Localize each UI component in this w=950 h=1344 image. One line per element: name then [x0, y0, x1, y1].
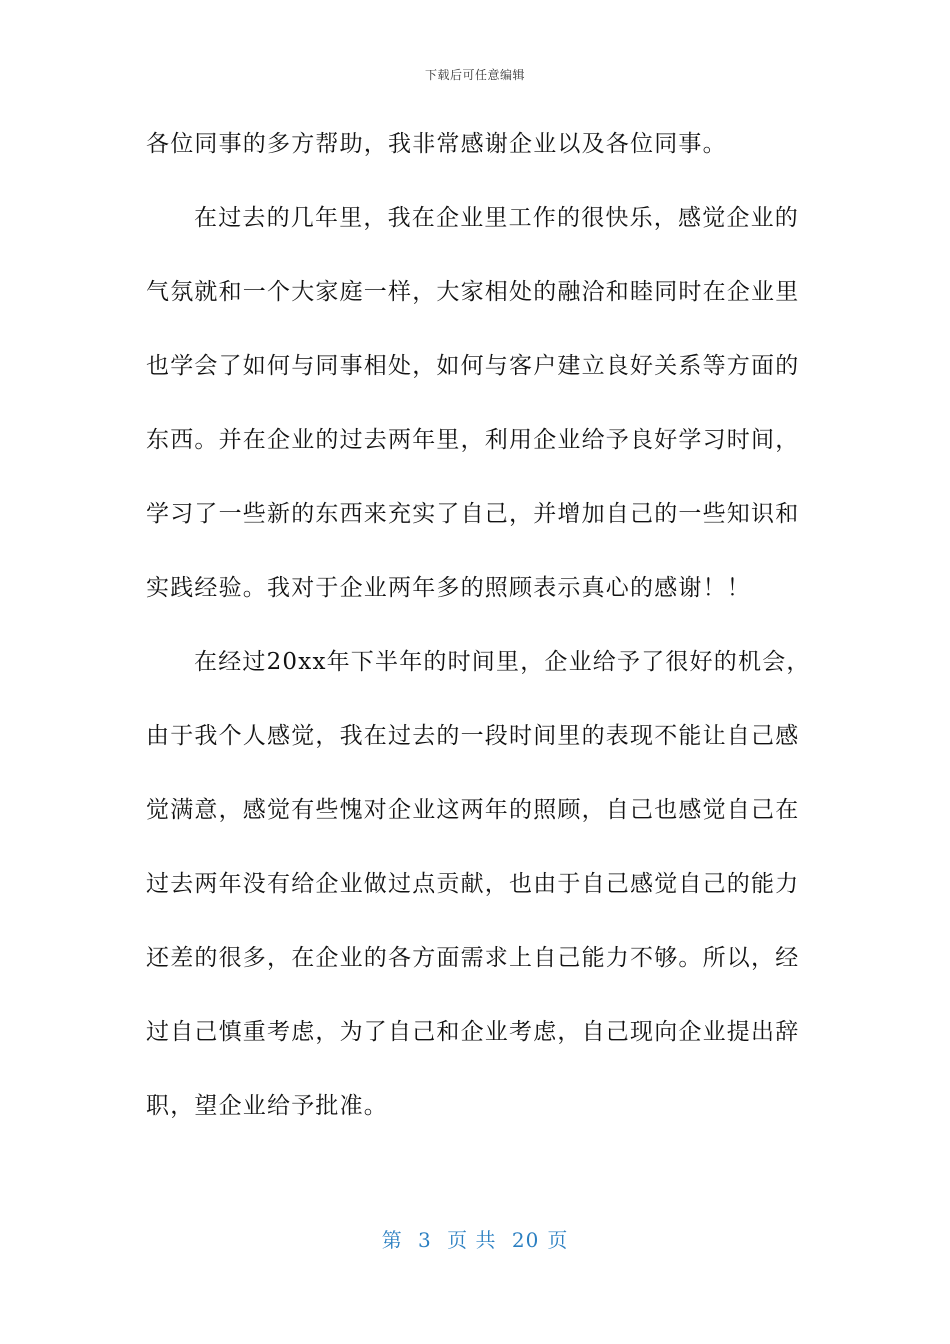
page-number-middle: 页 共 — [447, 1228, 497, 1252]
text-line: 由于我个人感觉，我在过去的一段时间里的表现不能让自己感 — [146, 723, 800, 749]
text-line: 职，望企业给予批准。 — [146, 1093, 388, 1119]
page-number-suffix: 页 — [547, 1228, 569, 1252]
text-line: 气氛就和一个大家庭一样，大家相处的融洽和睦同时在企业里 — [146, 279, 800, 305]
text-line: 也学会了如何与同事相处，如何与客户建立良好关系等方面的 — [146, 353, 800, 379]
text-line: 过自己慎重考虑，为了自己和企业考虑，自己现向企业提出辞 — [146, 1019, 800, 1045]
header-note: 下载后可任意编辑 — [424, 68, 525, 82]
page-number-total: 20 — [511, 1228, 540, 1252]
body-text — [146, 128, 811, 1164]
text-line: 过去两年没有给企业做过点贡献，也由于自己感觉自己的能力 — [146, 871, 800, 897]
text-line: 各位同事的多方帮助，我非常感谢企业以及各位同事。 — [146, 131, 727, 157]
text-line: 觉满意，感觉有些愧对企业这两年的照顾，自己也感觉自己在 — [146, 797, 800, 823]
text-line: 在过去的几年里，我在企业里工作的很快乐，感觉企业的 — [194, 205, 799, 231]
text-line: 在经过20xx年下半年的时间里，企业给予了很好的机会， — [194, 649, 811, 675]
text-line: 还差的很多，在企业的各方面需求上自己能力不够。所以，经 — [146, 945, 800, 971]
page-number-current: 3 — [418, 1228, 432, 1252]
page-number-prefix: 第 — [381, 1228, 403, 1252]
text-line: 东西。并在企业的过去两年里，利用企业给予良好学习时间， — [146, 427, 800, 453]
text-line: 实践经验。我对于企业两年多的照顾表示真心的感谢！！ — [146, 575, 751, 601]
text-line: 学习了一些新的东西来充实了自己，并增加自己的一些知识和 — [146, 501, 800, 527]
page-number — [0, 1224, 950, 1253]
